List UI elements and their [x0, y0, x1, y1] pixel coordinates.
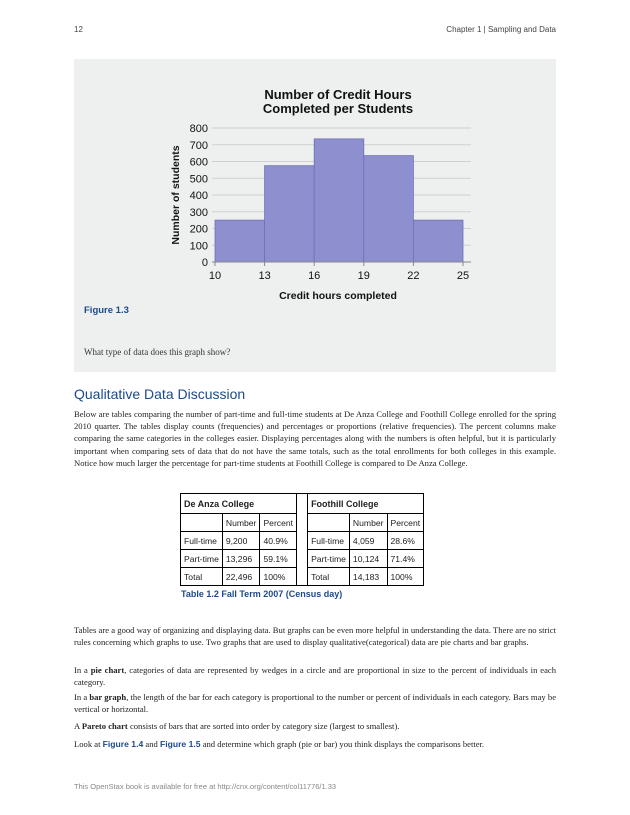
text-run: In a: [74, 665, 91, 675]
y-tick-label: 100: [189, 240, 208, 253]
y-tick-label: 600: [189, 156, 208, 169]
x-tick-label: 22: [407, 270, 420, 282]
term-pareto-chart: Pareto chart: [81, 721, 128, 731]
x-tick-label: 19: [357, 270, 370, 282]
row-label-a: Total: [181, 568, 223, 586]
text-run: , categories of data are represented by wedges in a circle and are proportional in size to the percent of individuals in each category.: [74, 665, 556, 688]
y-tick-label: 300: [189, 206, 208, 219]
pie-chart-paragraph: [74, 664, 556, 688]
figure-question: What type of data does this graph show?: [84, 347, 231, 357]
text-run: and: [143, 739, 160, 749]
text-run: and determine which graph (pie or bar) you think displays the comparisons better.: [200, 739, 485, 749]
row-label-a: Part-time: [181, 550, 223, 568]
x-axis-label: Credit hours completed: [279, 290, 397, 302]
bar-graph-paragraph: [74, 691, 556, 715]
y-tick-label: 400: [189, 190, 208, 202]
intro-paragraph: Below are tables comparing the number of part-time and full-time students at De Anza College and Foothill College enrolled for the spring 2010 quarter. The tables display counts (frequencies) and percentages or proportions (relative frequencies). The percent columns make comparing the same categories in the colleges easier. Displaying percentages along with the numbers is often helpful, but it is particularly important when comparing sets of data that do not have the same totals, such as the total enrollments for both colleges in this example. Notice how much larger the percentage for part-time students at Foothill College is compared to De Anza College.: [74, 409, 556, 468]
chart-title-line-2: Completed per Students: [262, 101, 414, 116]
cell-a-percent: 40.9%: [260, 532, 297, 550]
y-tick-label: 500: [189, 173, 208, 186]
y-tick-label: 800: [189, 123, 208, 135]
text-run: , the length of the bar for each category is proportional to the number or percent of individuals in each category. Bars may be vertical or horizontal.: [74, 692, 557, 715]
empty-cell: [308, 514, 350, 532]
text-run: consists of bars that are sorted into order by category size (largest to smallest).: [127, 721, 400, 731]
figure-caption: Figure 1.3: [84, 305, 129, 316]
x-tick-label: 10: [208, 270, 222, 282]
cell-b-percent: 71.4%: [387, 550, 424, 568]
x-tick-label: 13: [258, 270, 271, 282]
college-a-header: De Anza College: [181, 494, 297, 514]
histogram-bar: [413, 220, 463, 262]
y-tick-label: 0: [201, 257, 208, 269]
page-number: 12: [74, 25, 83, 34]
y-axis-label: Number of students: [170, 145, 182, 245]
col-percent-a: Percent: [260, 514, 297, 532]
college-b-header: Foothill College: [308, 494, 424, 514]
pareto-paragraph: [74, 720, 556, 732]
row-label-b: Total: [308, 568, 350, 586]
histogram-chart: [74, 59, 556, 309]
enrollment-table: [180, 493, 424, 586]
figure-1-4-link[interactable]: Figure 1.4: [102, 739, 144, 749]
cell-a-number: 13,296: [222, 550, 260, 568]
cell-a-number: 22,496: [222, 568, 260, 586]
x-tick-label: 16: [308, 270, 321, 282]
row-label-b: Full-time: [308, 532, 350, 550]
histogram-bar: [364, 156, 414, 262]
cell-a-percent: 100%: [260, 568, 297, 586]
look-at-paragraph: [74, 738, 556, 750]
histogram-bar: [265, 166, 315, 262]
col-number-b: Number: [349, 514, 387, 532]
histogram-bar: [314, 139, 364, 262]
y-tick-label: 700: [189, 139, 208, 152]
col-number-a: Number: [222, 514, 260, 532]
section-title: Qualitative Data Discussion: [74, 386, 246, 402]
text-run: A: [74, 721, 82, 731]
term-pie-chart: pie chart: [90, 665, 125, 675]
row-label-b: Part-time: [308, 550, 350, 568]
cell-b-number: 4,059: [349, 532, 387, 550]
graphs-paragraph: Tables are a good way of organizing and displaying data. But graphs can be even more helpful in understanding the data. There are no strict rules concerning which graphs to use. Two graphs that are used to display qualitative(categorical) data are pie charts and bar graphs.: [74, 625, 556, 648]
text-run: In a: [74, 692, 90, 702]
cell-a-percent: 59.1%: [260, 550, 297, 568]
cell-b-percent: 100%: [387, 568, 424, 586]
footer-note: This OpenStax book is available for free at http://cnx.org/content/col11776/1.33: [74, 782, 337, 791]
cell-b-number: 10,124: [349, 550, 387, 568]
empty-cell: [181, 514, 223, 532]
cell-a-number: 9,200: [222, 532, 260, 550]
figure-1-5-link[interactable]: Figure 1.5: [159, 739, 201, 749]
running-head: Chapter 1 | Sampling and Data: [446, 25, 556, 34]
col-percent-b: Percent: [387, 514, 424, 532]
text-run: Look at: [74, 739, 103, 749]
figure-box: [74, 59, 556, 372]
cell-b-number: 14,183: [349, 568, 387, 586]
cell-b-percent: 28.6%: [387, 532, 424, 550]
y-tick-label: 200: [189, 223, 208, 236]
chart-title-line-1: Number of Credit Hours: [264, 87, 412, 102]
x-tick-label: 25: [456, 270, 470, 282]
term-bar-graph: bar graph: [89, 692, 127, 702]
table-caption: Table 1.2 Fall Term 2007 (Census day): [181, 589, 343, 599]
row-label-a: Full-time: [181, 532, 223, 550]
table-gap: [297, 494, 308, 586]
histogram-bar: [215, 220, 265, 262]
